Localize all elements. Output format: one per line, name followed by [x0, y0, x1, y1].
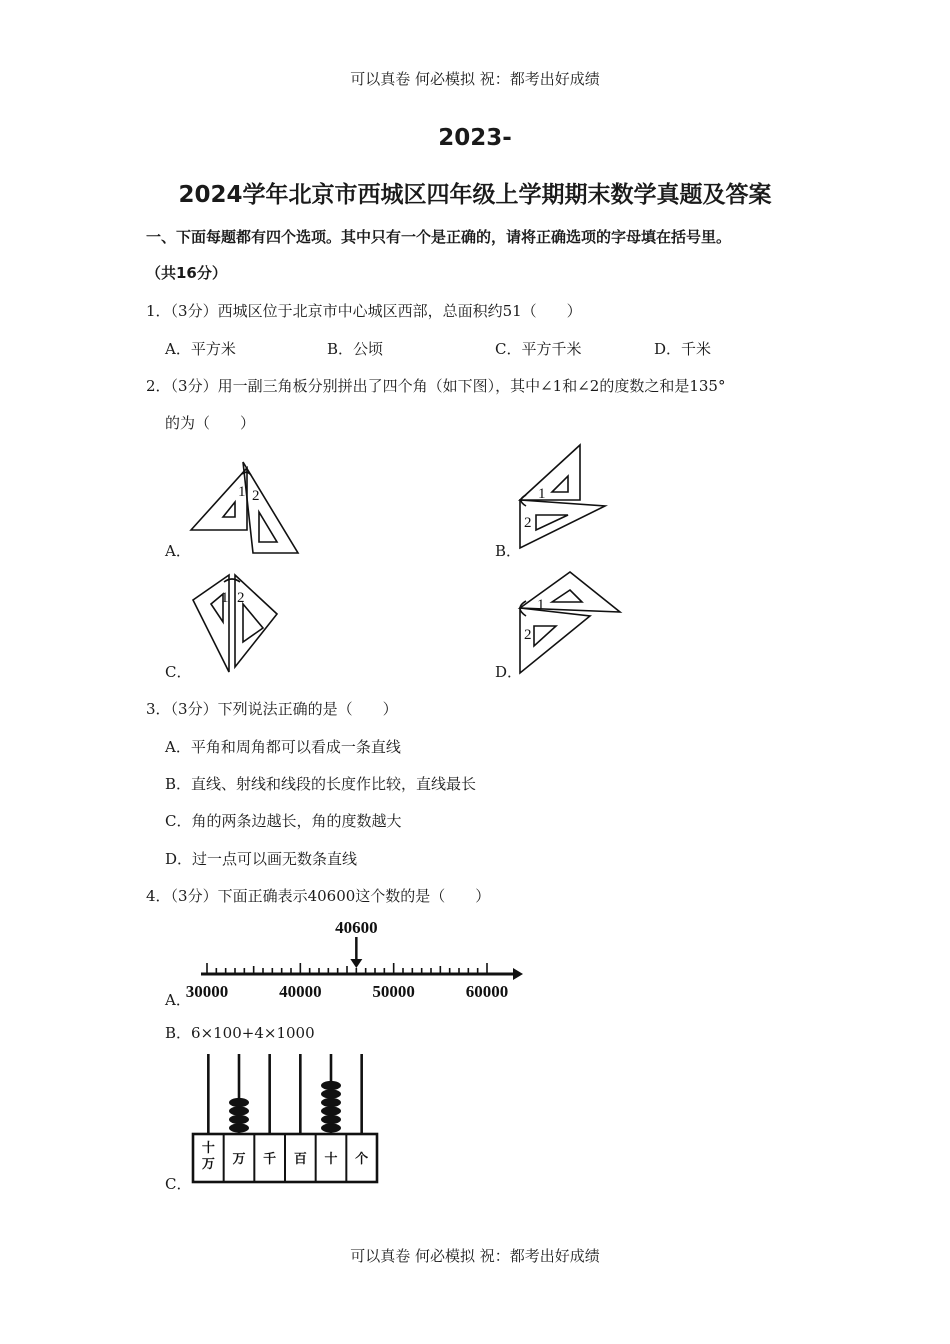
q2-figure-c [185, 572, 285, 677]
abacus-place-label: 十 [201, 1140, 215, 1155]
q2d-angle-1: 1 [537, 597, 545, 613]
title-line-2: 2024学年北京市西城区四年级上学期期末数学真题及答案 [178, 182, 772, 208]
page-footer: 可以真卷 何必模拟 祝：都考出好成绩 [350, 1247, 600, 1265]
abacus-bead [229, 1123, 249, 1132]
abacus-bead [321, 1089, 341, 1098]
number-line-arrow-label: 40600 [335, 918, 378, 937]
abacus-place-label: 万 [232, 1151, 246, 1166]
q2-option-c: C． [165, 663, 192, 681]
q2-option-d: D． [495, 663, 523, 681]
number-line-tick-label: 40000 [279, 982, 322, 1001]
question-2-stem-cont: 的为（ ） [165, 414, 256, 432]
q2b-angle-1: 1 [538, 486, 546, 502]
q1-option-a: A．平方米 [165, 340, 236, 358]
page-header: 可以真卷 何必模拟 祝：都考出好成绩 [350, 70, 600, 88]
q2c-angle-2: 2 [237, 590, 245, 606]
section-points: （共16分） [146, 264, 227, 282]
q2-option-b: B． [495, 542, 522, 560]
title-line-1: 2023- [438, 125, 512, 151]
q4-abacus [190, 1052, 385, 1190]
q2b-angle-2: 2 [524, 515, 532, 531]
number-line-tick-label: 30000 [185, 982, 229, 1001]
q2-figure-d [512, 568, 627, 678]
question-2-stem: 2．（3分）用一副三角板分别拼出了四个角（如下图），其中∠1和∠2的度数之和是135° [146, 377, 726, 395]
abacus-bead [321, 1115, 341, 1124]
question-3-stem: 3．（3分）下列说法正确的是（ ） [146, 700, 398, 718]
number-line-arrowhead [350, 959, 362, 968]
abacus-place-label: 个 [355, 1151, 369, 1166]
abacus-place-label: 千 [263, 1151, 277, 1166]
abacus-bead [229, 1115, 249, 1124]
abacus-bead [321, 1098, 341, 1107]
q3-option-b: B．直线、射线和线段的长度作比较，直线最长 [165, 775, 477, 793]
abacus-bead [321, 1106, 341, 1115]
q2-figure-b [512, 440, 612, 555]
q4-number-line [185, 913, 530, 1005]
abacus-bead [229, 1106, 249, 1115]
abacus-place-label: 十 [324, 1151, 338, 1166]
number-line-tick-label: 60000 [465, 982, 509, 1001]
abacus-place-label: 百 [293, 1151, 307, 1166]
q1-option-d: D．千米 [654, 340, 712, 358]
abacus-bead [229, 1098, 249, 1107]
q1-option-c: C．平方千米 [495, 340, 582, 358]
q4-option-b: B．6×100+4×1000 [165, 1024, 315, 1042]
q2-option-a: A． [165, 542, 191, 560]
abacus-place-label: 万 [201, 1156, 215, 1171]
q2a-angle-1: 1 [238, 484, 246, 500]
q4-option-c: C． [165, 1175, 192, 1193]
q1-option-b: B．公顷 [327, 340, 384, 358]
q2d-angle-2: 2 [524, 627, 532, 643]
q3-option-d: D．过一点可以画无数条直线 [165, 850, 358, 868]
question-1-stem: 1．（3分）西城区位于北京市中心城区西部，总面积约51（ ） [146, 302, 582, 320]
q2a-angle-2: 2 [252, 488, 260, 504]
question-4-stem: 4．（3分）下面正确表示40600这个数的是（ ） [146, 887, 491, 905]
abacus-bead [321, 1123, 341, 1132]
q2-figure-a [185, 460, 310, 560]
number-line-axis-arrow [513, 968, 523, 980]
q3-option-c: C．角的两条边越长，角的度数越大 [165, 812, 402, 830]
q4-option-a: A． [165, 991, 191, 1009]
q2c-angle-1: 1 [221, 590, 229, 606]
section-heading: 一、下面每题都有四个选项。其中只有一个是正确的，请将正确选项的字母填在括号里。 [146, 228, 732, 246]
number-line-tick-label: 50000 [372, 982, 415, 1001]
abacus-bead [321, 1081, 341, 1090]
q3-option-a: A．平角和周角都可以看成一条直线 [165, 738, 401, 756]
